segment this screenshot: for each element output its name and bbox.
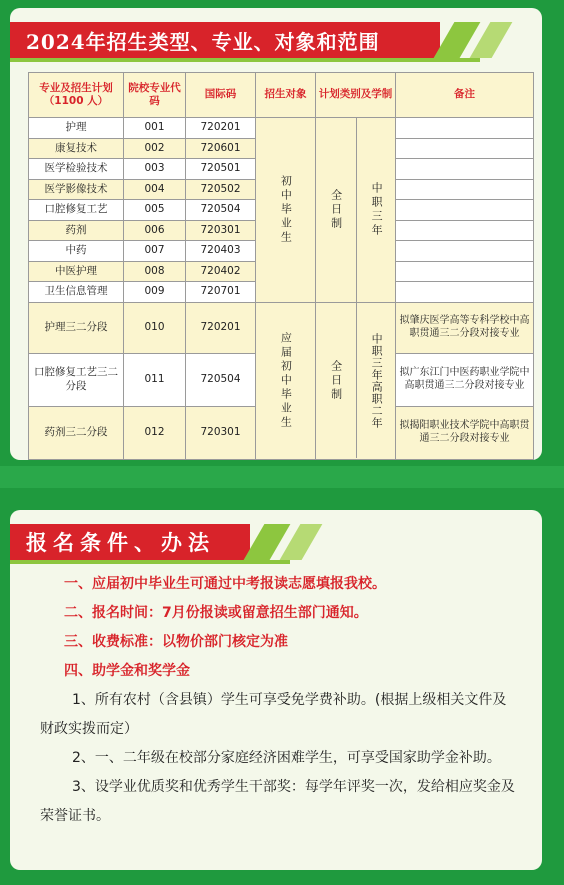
cell-note-empty (396, 159, 534, 180)
cell-code: 005 (124, 200, 186, 221)
cell-mode: 全日制 (316, 303, 357, 458)
cell-note: 拟肇庆医学高等专科学校中高职贯通三二分段对接专业 (396, 302, 534, 353)
cell-target: 初中毕业生 (256, 118, 316, 303)
enrollment-plan-card (10, 8, 542, 460)
banner-underline (10, 560, 290, 564)
cell-intl: 720201 (186, 302, 256, 353)
cell-code: 002 (124, 138, 186, 159)
condition-item: 一、应届初中毕业生可通过中考报读志愿填报我校。 (64, 576, 386, 592)
header-plan-type: 计划类别及学制 (316, 73, 396, 118)
award-paragraph: 3、设学业优质奖和优秀学生干部奖：每学年评奖一次，发给相应奖金及荣誉证书。 (40, 779, 515, 824)
section2-banner (10, 524, 250, 560)
cell-major: 护理 (29, 118, 124, 139)
cell-major: 卫生信息管理 (29, 282, 124, 303)
cell-code: 008 (124, 261, 186, 282)
section1-title: 2024年招生类型、专业、对象和范围 (26, 29, 380, 54)
cell-intl: 720403 (186, 241, 256, 262)
cell-major: 口腔修复工艺 (29, 200, 124, 221)
cell-note: 拟广东江门中医药职业学院中高职贯通三二分段对接专业 (396, 353, 534, 406)
cell-note-empty (396, 241, 534, 262)
cell-intl: 720201 (186, 118, 256, 139)
cell-code: 006 (124, 220, 186, 241)
header-intl-code: 国际码 (186, 73, 256, 118)
cell-code: 012 (124, 406, 186, 459)
cell-duration: 中职三年 (370, 181, 384, 238)
cell-major: 护理三二分段 (29, 302, 124, 353)
cell-major: 中药 (29, 241, 124, 262)
condition-item: 二、报名时间：7月份报读或留意招生部门通知。 (64, 605, 368, 621)
cell-note-empty (396, 220, 534, 241)
cell-major: 药剂 (29, 220, 124, 241)
cell-major: 中医护理 (29, 261, 124, 282)
cell-major: 医学影像技术 (29, 179, 124, 200)
cell-note: 拟揭阳职业技术学院中高职贯通三二分段对接专业 (396, 406, 534, 459)
cell-intl: 720502 (186, 179, 256, 200)
cell-note-empty (396, 261, 534, 282)
cell-major: 口腔修复工艺三二分段 (29, 353, 124, 406)
registration-card (10, 510, 542, 870)
cell-intl: 720501 (186, 159, 256, 180)
section2-title: 报名条件、办法 (26, 530, 215, 555)
header-target: 招生对象 (256, 73, 316, 118)
cell-plan-group (316, 302, 396, 459)
cell-target: 应届初中毕业生 (256, 302, 316, 459)
section1-banner (10, 22, 440, 58)
table-row (29, 302, 534, 353)
cell-major: 医学检验技术 (29, 159, 124, 180)
cell-major: 药剂三二分段 (29, 406, 124, 459)
cell-intl: 720701 (186, 282, 256, 303)
cell-intl: 720601 (186, 138, 256, 159)
cell-intl: 720504 (186, 353, 256, 406)
cell-code: 009 (124, 282, 186, 303)
cell-code: 001 (124, 118, 186, 139)
cell-code: 011 (124, 353, 186, 406)
condition-item: 三、收费标准：以物价部门核定为准 (64, 634, 288, 650)
table-header-row (29, 73, 534, 118)
table-row (29, 118, 534, 139)
cell-note-empty (396, 282, 534, 303)
cell-major: 康复技术 (29, 138, 124, 159)
cell-intl: 720301 (186, 220, 256, 241)
cell-note-empty (396, 138, 534, 159)
background-stripe (0, 466, 564, 488)
cell-plan-group (316, 118, 396, 303)
cell-note-empty (396, 200, 534, 221)
cell-intl: 720301 (186, 406, 256, 459)
header-notes: 备注 (396, 73, 534, 118)
cell-code: 007 (124, 241, 186, 262)
cell-mode: 全日制 (316, 118, 357, 302)
registration-conditions (40, 570, 520, 831)
condition-item: 四、助学金和奖学金 (64, 663, 190, 679)
cell-code: 003 (124, 159, 186, 180)
cell-note-empty (396, 179, 534, 200)
header-major: 专业及招生计划（1100 人） (29, 73, 124, 118)
subsidy-paragraph: 1、所有农村（含县镇）学生可享受免学费补助。(根据上级相关文件及财政实拨而定） (40, 692, 507, 737)
cell-code: 004 (124, 179, 186, 200)
enrollment-table (28, 72, 534, 460)
cell-intl: 720504 (186, 200, 256, 221)
cell-intl: 720402 (186, 261, 256, 282)
header-code: 院校专业代码 (124, 73, 186, 118)
subsidy-paragraph: 2、一、二年级在校部分家庭经济困难学生，可享受国家助学金补助。 (72, 750, 501, 766)
cell-code: 010 (124, 302, 186, 353)
cell-duration: 中职三年高职二年 (370, 332, 384, 429)
banner-underline (10, 58, 480, 62)
cell-note-empty (396, 118, 534, 139)
